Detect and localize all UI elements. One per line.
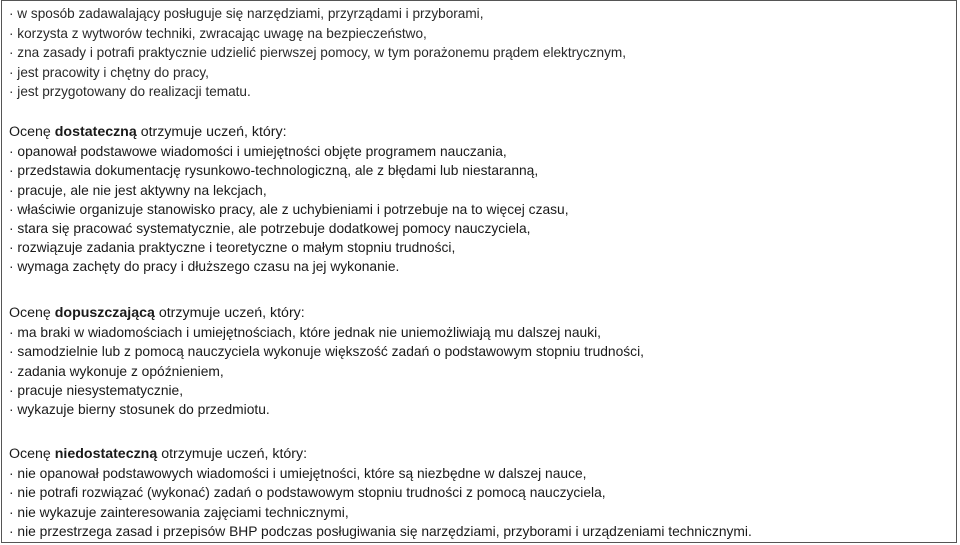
list-item: · nie przestrzega zasad i przepisów BHP podczas posługiwania się narzędziami, przyborami i urządzeniami technicznymi. [9, 523, 752, 539]
grade-name: dostateczną [54, 124, 137, 140]
list-item: · samodzielnie lub z pomocą nauczyciela wykonuje większość zadań o podstawowym stopniu trudności, [9, 344, 644, 360]
list-item: · nie potrafi rozwiązać (wykonać) zadań o podstawowym stopniu trudności z pomocą nauczyciela, [9, 485, 606, 501]
list-item: · przedstawia dokumentację rysunkowo-technologiczną, ale z błędami lub niestaranną, [9, 163, 539, 179]
list-item: · nie wykazuje zainteresowania zajęciami technicznymi, [9, 504, 349, 520]
section-grade-niedostateczna [9, 445, 952, 541]
list-item: · jest pracowity i chętny do pracy, [9, 64, 209, 80]
list-item: · wymaga zachęty do pracy i dłuższego czasu na jej wykonanie. [9, 259, 400, 275]
list-item: · rozwiązuje zadania praktyczne i teoretyczne o małym stopniu trudności, [9, 240, 456, 256]
section-grade-dopuszczajaca [9, 304, 952, 419]
list-item: · właściwie organizuje stanowisko pracy, ale z uchybieniami i potrzebuje na to więcej czasu, [9, 201, 569, 217]
list-item: · nie opanował podstawowych wiadomości i umiejętności, które są niezbędne w dalszej nauce, [9, 466, 587, 482]
list-item: · zna zasady i potrafi praktycznie udzielić pierwszej pomocy, w tym porażonemu prądem elektrycznym, [9, 45, 626, 61]
list-item: · korzysta z wytworów techniki, zwracając uwagę na bezpieczeństwo, [9, 25, 427, 41]
list-item: · ma braki w wiadomościach i umiejętnościach, które jednak nie uniemożliwiają mu dalszej nauki, [9, 325, 601, 341]
list-item: · pracuje niesystematycznie, [9, 382, 184, 398]
list-item: · pracuje, ale nie jest aktywny na lekcjach, [9, 182, 267, 198]
list-item: · zadania wykonuje z opóźnieniem, [9, 363, 224, 379]
grade-name: niedostateczną [54, 446, 158, 462]
list-item: · wykazuje bierny stosunek do przedmiotu. [9, 401, 270, 417]
list-item: · jest przygotowany do realizacji tematu. [9, 84, 251, 100]
section-heading: Ocenę dopuszczającą otrzymuje uczeń, który: [9, 305, 305, 321]
section-previous-grade-continuation [9, 4, 952, 102]
section-heading: Ocenę niedostateczną otrzymuje uczeń, który: [9, 446, 308, 462]
list-item: · opanował podstawowe wiadomości i umiejętności objęte programem nauczania, [9, 144, 507, 160]
list-item: · stara się pracować systematycznie, ale potrzebuje dodatkowej pomocy nauczyciela, [9, 220, 531, 236]
section-grade-dostateczna [9, 123, 952, 277]
section-heading: Ocenę dostateczną otrzymuje uczeń, który: [9, 124, 287, 140]
grade-name: dopuszczającą [54, 305, 155, 321]
list-item: · w sposób zadawalający posługuje się narzędziami, przyrządami i przyborami, [9, 6, 484, 21]
